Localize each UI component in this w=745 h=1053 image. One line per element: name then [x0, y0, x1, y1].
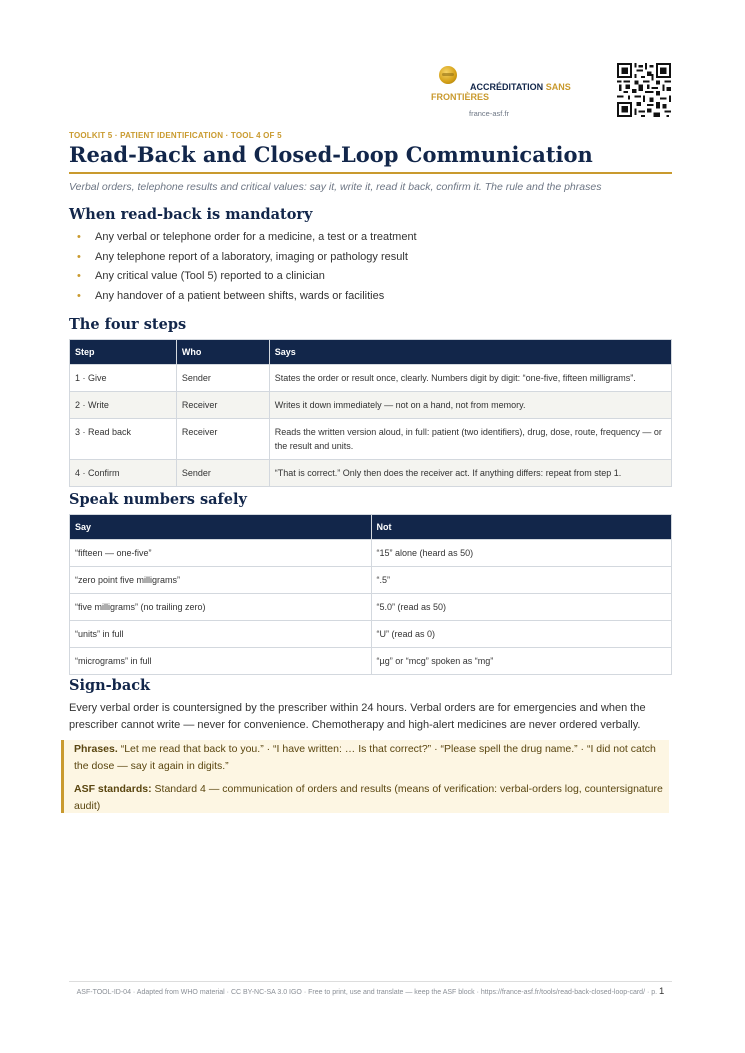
- table-cell: Receiver: [176, 419, 269, 460]
- table-cell: “five milligrams” (no trailing zero): [70, 594, 372, 621]
- list-item: • Any telephone report of a laboratory, imaging or pathology result: [77, 251, 417, 271]
- toolkit-kicker: TOOLKIT 5 · PATIENT IDENTIFICATION · TOOL 4 OF 5: [69, 131, 282, 140]
- table-cell: “15” alone (heard as 50): [371, 540, 671, 567]
- table-cell: 1 · Give: [70, 365, 177, 392]
- phrases-paragraph: [71, 741, 668, 774]
- column-header: Step: [70, 340, 177, 365]
- column-header: Says: [269, 340, 671, 365]
- table-cell: States the order or result once, clearly. Numbers digit by digit: “one-five, fifteen milligrams”.: [269, 365, 671, 392]
- table-cell: 2 · Write: [70, 392, 177, 419]
- table-cell: “fifteen — one-five”: [70, 540, 372, 567]
- signback-heading: Sign-back: [69, 677, 151, 694]
- page-subtitle: Verbal orders, telephone results and critical values: say it, write it, read it back, confirm it. The rule and the phrases: [69, 181, 602, 193]
- table-cell: “µg” or “mcg” spoken as “mg”: [371, 648, 671, 675]
- numbers-table: [69, 514, 672, 675]
- phrases-label: Phrases.: [74, 743, 118, 755]
- table-row: [70, 567, 672, 594]
- table-row: [70, 594, 672, 621]
- numbers-heading: Speak numbers safely: [69, 491, 247, 508]
- table-row: [70, 392, 672, 419]
- table-cell: 3 · Read back: [70, 419, 177, 460]
- table-cell: “.5”: [371, 567, 671, 594]
- table-cell: Reads the written version aloud, in full: patient (two identifiers), drug, dose, route, frequency — or the result and units.: [269, 419, 671, 460]
- table-cell: Sender: [176, 460, 269, 487]
- phrases-callout: [61, 740, 669, 813]
- table-cell: “That is correct.” Only then does the receiver act. If anything differs: repeat from step 1.: [269, 460, 671, 487]
- standards-paragraph: [71, 781, 668, 814]
- brand-name-part1: ACCRÉDITATION: [470, 82, 544, 92]
- steps-heading: The four steps: [69, 316, 187, 333]
- table-header-row: [70, 340, 672, 365]
- mandatory-heading: When read-back is mandatory: [69, 206, 313, 223]
- table-row: [70, 621, 672, 648]
- brand-url: france-asf.fr: [469, 109, 510, 118]
- table-header-row: [70, 515, 672, 540]
- page-number: 1: [659, 986, 665, 997]
- page-title: Read-Back and Closed-Loop Communication: [69, 142, 672, 174]
- list-item: • Any critical value (Tool 5) reported to a clinician: [77, 270, 417, 290]
- column-header: Not: [371, 515, 671, 540]
- list-item: • Any handover of a patient between shifts, wards or facilities: [77, 290, 417, 310]
- column-header: Who: [176, 340, 269, 365]
- mandatory-list: [77, 231, 417, 309]
- table-cell: Sender: [176, 365, 269, 392]
- table-cell: Writes it down immediately — not on a hand, not from memory.: [269, 392, 671, 419]
- table-row: [70, 540, 672, 567]
- table-cell: “units” in full: [70, 621, 372, 648]
- table-row: [70, 365, 672, 392]
- table-cell: Receiver: [176, 392, 269, 419]
- brand-name: [431, 82, 601, 102]
- standards-text: Standard 4 — communication of orders and results (means of verification: verbal-orders log, countersignature audit): [74, 783, 663, 812]
- column-header: Say: [70, 515, 372, 540]
- phrases-text: “Let me read that back to you.” · “I have written: … Is that correct?” · “Please spell the drug name.” · “I did not catch the dose — say it again in digits.”: [74, 743, 656, 772]
- table-row: [70, 419, 672, 460]
- steps-table: [69, 339, 672, 487]
- table-cell: “U” (read as 0): [371, 621, 671, 648]
- standards-label: ASF standards:: [74, 783, 152, 795]
- qr-code-icon: [617, 63, 671, 117]
- signback-text: Every verbal order is countersigned by the prescriber within 24 hours. Verbal orders are for emergencies and when the prescriber cannot write — never for convenience. Chemotherapy and high-alert medicines are never ordered verbally.: [69, 702, 646, 731]
- table-cell: 4 · Confirm: [70, 460, 177, 487]
- table-cell: “micrograms” in full: [70, 648, 372, 675]
- footer-text: ASF-TOOL-ID-04 · Adapted from WHO material · CC BY-NC-SA 3.0 IGO · Free to print, use and translate — keep the ASF block · https://france-asf.fr/tools/read-back-closed-loop-card/ · p.: [76, 989, 658, 996]
- table-cell: “5.0” (read as 50): [371, 594, 671, 621]
- brand-name-part2: SANS FRONTIÈRES: [431, 82, 571, 102]
- page-footer: [69, 981, 672, 999]
- table-row: [70, 648, 672, 675]
- list-item: • Any verbal or telephone order for a medicine, a test or a treatment: [77, 231, 417, 251]
- table-cell: “zero point five milligrams”: [70, 567, 372, 594]
- table-row: [70, 460, 672, 487]
